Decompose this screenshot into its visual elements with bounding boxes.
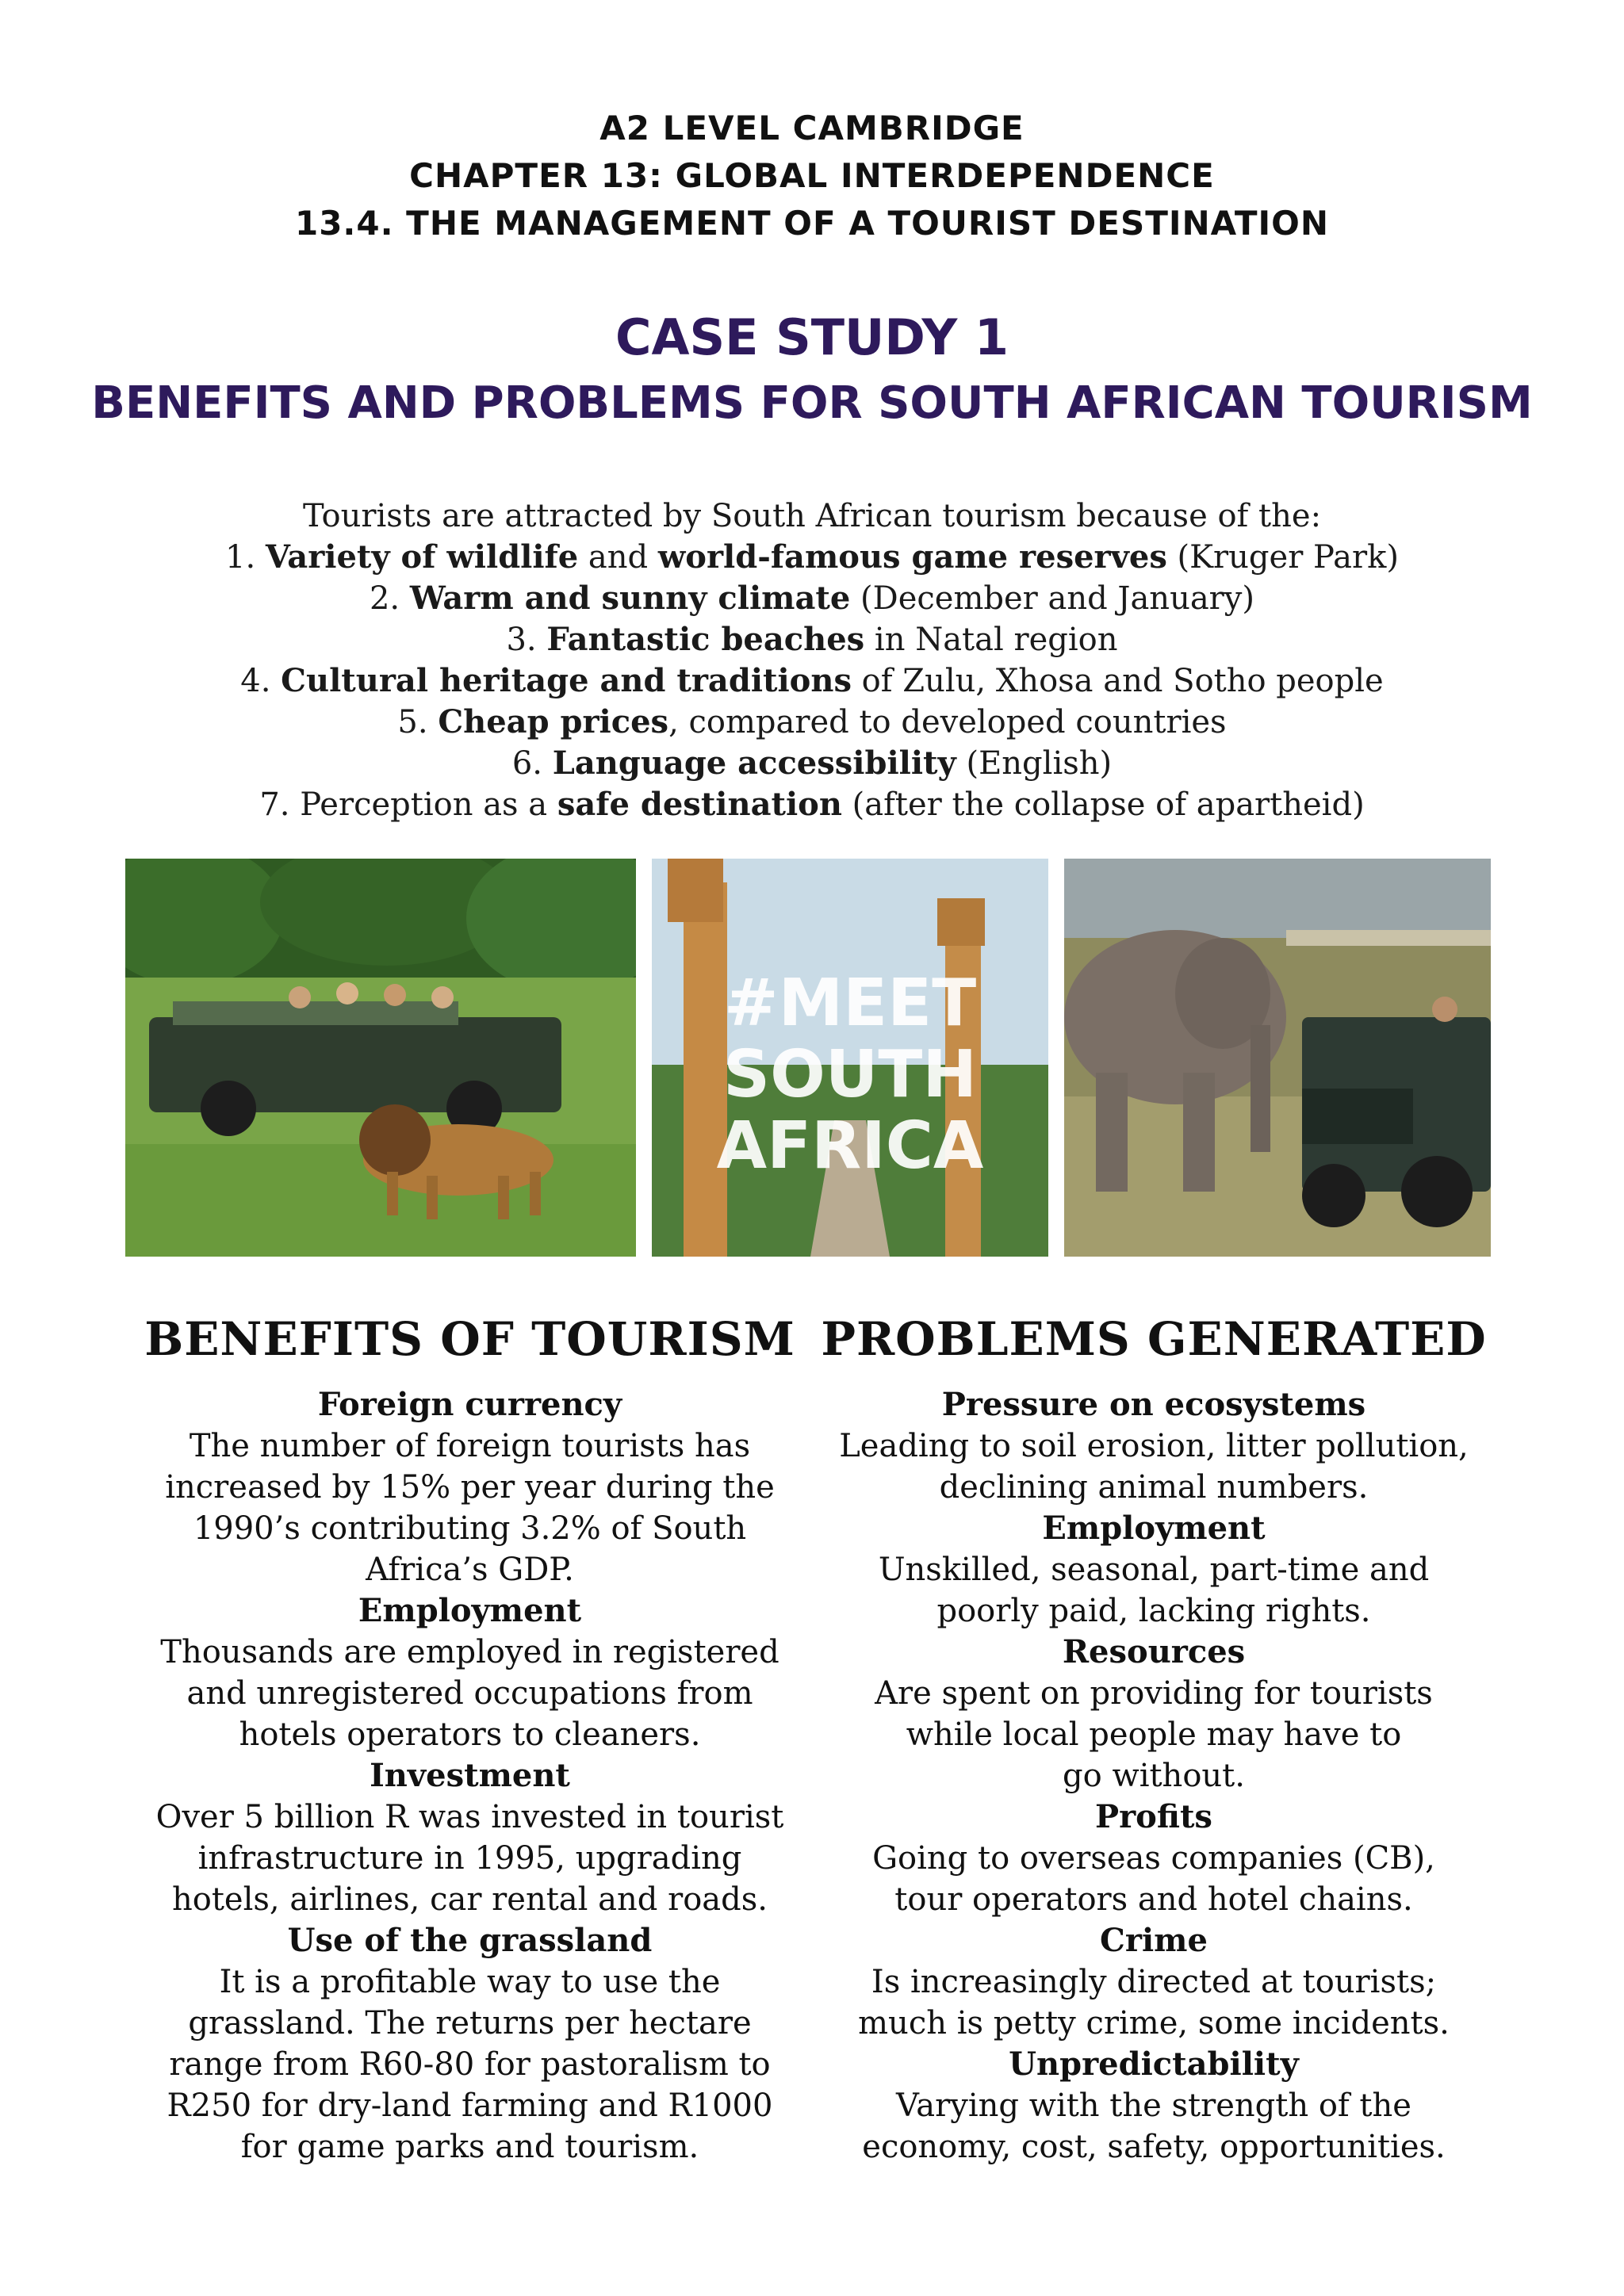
problem-title: Crime: [1100, 1922, 1208, 1959]
benefit-title: Investment: [370, 1757, 570, 1794]
benefit-title: Foreign currency: [317, 1386, 622, 1423]
problem-item: Resources Are spent on providing for tourists while local people may have to go without.: [817, 1632, 1491, 1797]
benefit-title: Employment: [358, 1592, 582, 1629]
case-study-number: CASE STUDY 1: [615, 308, 1009, 366]
attraction-item: 7. Perception as a safe destination (after the collapse of apartheid): [259, 786, 1365, 823]
problem-title: Profits: [1095, 1798, 1212, 1835]
attraction-item: 1. Variety of wildlife and world-famous game reserves (Kruger Park): [225, 538, 1399, 576]
benefit-item: Use of the grassland It is a profitable way to use the grassland. The returns per hectare range from R60-80 for pastoralism to R250 for dry-land farming and R1000 for game parks and tourism.: [139, 1920, 801, 2168]
intro-lead: Tourists are attracted by South African tourism because of the:: [302, 498, 1322, 534]
meet-text: #MEET: [723, 966, 977, 1041]
problem-item: Crime Is increasingly directed at tourists; much is petty crime, some incidents.: [817, 1920, 1491, 2044]
problem-title: Unpredictability: [1009, 2045, 1299, 2083]
problems-column: [817, 1308, 1491, 2168]
problem-item: Employment Unskilled, seasonal, part-time and poorly paid, lacking rights.: [817, 1508, 1491, 1632]
attraction-item: 6. Language accessibility (English): [511, 744, 1113, 782]
attraction-item: 3. Fantastic beaches in Natal region: [506, 621, 1118, 658]
attraction-item: 5. Cheap prices, compared to developed countries: [397, 703, 1227, 740]
case-study-title: [0, 304, 1624, 436]
benefits-heading: BENEFITS OF TOURISM: [144, 1312, 795, 1366]
problems-heading: PROBLEMS GENERATED: [821, 1312, 1487, 1366]
meet-south-africa-photo: [652, 859, 1048, 1257]
attraction-item: 2. Warm and sunny climate (December and January): [369, 580, 1254, 617]
problem-title: Resources: [1062, 1633, 1246, 1670]
lion-safari-photo: [125, 859, 636, 1257]
benefit-title: Use of the grassland: [287, 1922, 653, 1959]
elephant-safari-photo: [1064, 859, 1491, 1257]
africa-text: AFRICA: [716, 1108, 984, 1184]
header-level: A2 LEVEL CAMBRIDGE: [599, 109, 1025, 147]
benefits-column: [139, 1308, 801, 2168]
benefit-item: Foreign currency The number of foreign tourists has increased by 15% per year during the 1990’s contributing 3.2% of South Africa’s GDP.: [139, 1384, 801, 1590]
problem-title: Pressure on ecosystems: [941, 1386, 1366, 1423]
problem-item: Unpredictability Varying with the strength of the economy, cost, safety, opportunities.: [817, 2044, 1491, 2168]
document-header: [0, 105, 1624, 247]
attraction-item: 4. Cultural heritage and traditions of Zulu, Xhosa and Sotho people: [240, 662, 1384, 699]
problem-item: Profits Going to overseas companies (CB), tour operators and hotel chains.: [817, 1797, 1491, 1920]
benefit-item: Investment Over 5 billion R was invested in tourist infrastructure in 1995, upgrading hotels, airlines, car rental and roads.: [139, 1755, 801, 1920]
header-chapter: CHAPTER 13: GLOBAL INTERDEPENDENCE: [409, 156, 1215, 195]
intro-section: [0, 496, 1624, 825]
case-study-heading: BENEFITS AND PROBLEMS FOR SOUTH AFRICAN TOURISM: [91, 377, 1533, 429]
header-section: 13.4. THE MANAGEMENT OF A TOURIST DESTINATION: [294, 204, 1330, 243]
problem-title: Employment: [1042, 1510, 1266, 1547]
problem-item: Pressure on ecosystems Leading to soil erosion, litter pollution, declining animal numbers.: [817, 1384, 1491, 1508]
south-text: SOUTH: [723, 1037, 977, 1112]
benefit-item: Employment Thousands are employed in registered and unregistered occupations from hotels operators to cleaners.: [139, 1590, 801, 1755]
